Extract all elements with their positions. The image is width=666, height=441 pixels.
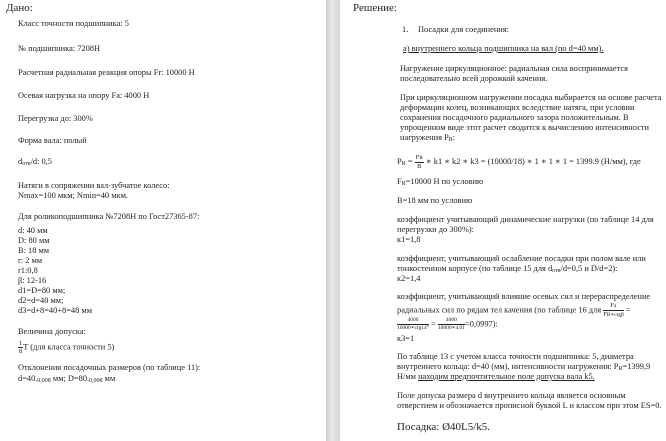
formula-pr: PR = $\frac{FR}{B}$ ∗ k1 ∗ k2 ∗ k3 = (10000/18) ∗ 1 ∗ 1 ∗ 1 = 1399.9 (Н/мм), где (397, 154, 641, 170)
para-method: нагружения PR: (400, 133, 456, 143)
dim-line: B: 18 мм (18, 246, 50, 255)
b-line: B=18 мм по условию (397, 196, 473, 205)
para-load: Нагружение циркуляционное: радиальная сила воспринимается (400, 64, 628, 73)
accuracy-class: Класс точности подшипника: 5 (18, 19, 129, 28)
field-text: отверстием и обозначается прописной буквой L и классом при этом ES=0. (397, 401, 662, 410)
para-method: При циркуляционном нагружении посадка выбирается на основе расчета (400, 93, 662, 102)
axial-load: Осевая нагрузка на опору Fa: 4000 Н (18, 91, 150, 100)
fr-line: FR=10000 Н по условию (397, 177, 484, 187)
dim-line: r1:0,8 (18, 266, 38, 275)
para-method: упрощенном виде этот расчет сводится к вычислению интенсивности (400, 123, 650, 132)
given-title: Дано: (6, 2, 33, 14)
tolerance-title: Величина допуска: (18, 327, 86, 336)
conclusion: внутреннего кольца: d=40 (мм), интенсивности нагружения: PR=1399,9 (397, 362, 651, 372)
item-title: Посадки для соединения: (418, 25, 509, 34)
para-method: сохранения посадочного радиального зазора положительным. В (400, 113, 629, 122)
field-text: Поле допуска размера d внутреннего кольца является основным (397, 391, 626, 400)
dim-line: D: 80 мм (18, 236, 50, 245)
deviation-title: Отклонения посадочных размеров (по таблице 11): (18, 363, 201, 372)
overload: Перегрузка до: 300% (18, 114, 93, 123)
roller-title: Для роликоподшипника №7208Н по Гост27365-87: (18, 212, 200, 221)
dim-line: r: 2 мм (18, 256, 43, 265)
k2-value: к2=1,4 (397, 274, 421, 283)
k3-calc: $\frac{4000}{\text{10000∗ctg14°}}$ = $\frac{4000}{10000∗4.01}$ =0,0997): (397, 317, 498, 331)
k2-text: коэффициент, учитывающий ослабление посадки при полом вале или (397, 254, 646, 263)
k3-value: к3=1 (397, 334, 415, 343)
radial-load: Расчетная радиальная реакция опоры Fr: 10000 Н (18, 68, 195, 77)
dim-line: d: 40 мм (18, 226, 48, 235)
k1-text: перегрузки до 300%): (397, 225, 474, 234)
subitem: а) внутреннего кольца подшипника на вал (по d=40 мм). (403, 44, 604, 53)
page-gap (326, 0, 340, 441)
given-page (0, 0, 326, 441)
k3-text: радиальных сил по рядам тел качения (по таблице 16 для $\frac{Fa}{\text{FR∗ctgβ}}$ = (397, 302, 631, 318)
dim-line: d3=d+8=40+8=48 мм (18, 306, 92, 315)
item-number: 1. (402, 25, 409, 34)
deviation-values: d=40-0,008 мм; D=80-0,008 мм (18, 374, 116, 384)
d-ratio: dотв/d: 0,5 (18, 157, 52, 167)
para-method: деформации колец, возникающих вследствие натяга, при условии (400, 103, 635, 112)
dim-line: β: 12-16 (18, 276, 47, 285)
k2-text: тонкостенном корпусе (по таблице 15 для dотв/d=0,5 и D/d=2): (397, 264, 618, 274)
fit-result: Посадка: Ø40L5/k5. (397, 421, 491, 433)
interference-values: Nmax=100 мкм; Nmin=40 мкм. (18, 191, 128, 200)
conclusion: Н/мм находим предпочтительное поле допуска вала k5. (397, 372, 595, 381)
tolerance-value: $\frac{1}{8}$ T (для класса точности 5) (19, 340, 115, 355)
k1-value: к1=1,8 (397, 235, 421, 244)
k1-text: коэффициент учитывающий динамические нагрузки (по таблице 14 для (397, 215, 654, 224)
conclusion: По таблице 13 с учетом класса точности подшипника: 5, диаметра (397, 352, 634, 361)
bearing-number: № подшипника: 7208Н (18, 44, 101, 53)
solution-page (340, 0, 666, 441)
para-load: последовательно всей дорожкой качения. (400, 74, 548, 83)
solution-title: Решение: (353, 2, 397, 14)
interference-title: Натяги в сопряжении вал-зубчатое колесо: (18, 181, 170, 190)
shaft-form: Форма вала: полый (18, 136, 87, 145)
dim-line: d1=D=80 мм; (18, 286, 66, 295)
dim-line: d2=d=40 мм; (18, 296, 64, 305)
k3-text: коэффициент, учитывающий влияние осевых сил и перераспределение (397, 292, 651, 301)
